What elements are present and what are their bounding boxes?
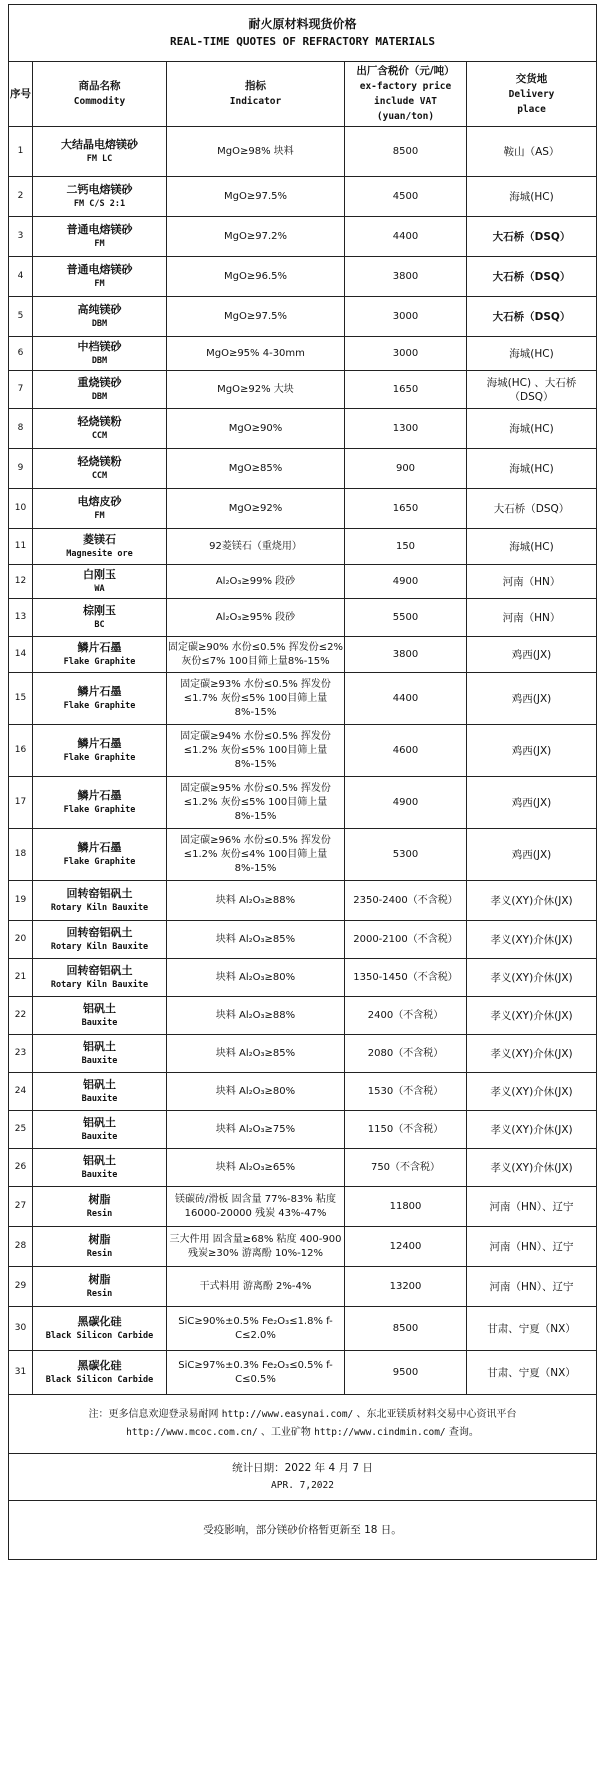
table-row [9, 371, 597, 409]
delivery-place-cell: 大石桥（DSQ） [467, 257, 597, 297]
delivery-place-cell: 鸡西(JX) [467, 673, 597, 725]
delivery-place-cell: 孝义(XY)介休(JX) [467, 959, 597, 997]
commodity-cell [33, 673, 167, 725]
indicator-cell: SiC≥97%±0.3% Fe₂O₃≤0.5% f-C≤0.5% [167, 1351, 345, 1395]
row-index: 9 [9, 449, 33, 489]
commodity-name-cn: 回转窑铝矾土 [66, 926, 133, 939]
row-index: 29 [9, 1267, 33, 1307]
header-indicator [167, 62, 345, 127]
row-index: 13 [9, 599, 33, 637]
delivery-place-cell: 海城(HC) [467, 177, 597, 217]
table-row [9, 1307, 597, 1351]
row-index: 4 [9, 257, 33, 297]
row-index: 22 [9, 997, 33, 1035]
table-row [9, 127, 597, 177]
commodity-cell [33, 725, 167, 777]
indicator-cell: 92菱镁石（重烧用） [167, 529, 345, 565]
delivery-place-cell: 孝义(XY)介休(JX) [467, 1073, 597, 1111]
commodity-name-cn: 中档镁砂 [77, 340, 122, 353]
price-cell: 2400（不含税） [345, 997, 467, 1035]
commodity-name-en: Bauxite [81, 1170, 118, 1180]
delivery-place-cell: 河南（HN） [467, 565, 597, 599]
commodity-name-cn: 树脂 [88, 1273, 111, 1286]
row-index: 2 [9, 177, 33, 217]
commodity-name-cn: 白刚玉 [83, 568, 116, 581]
row-index: 11 [9, 529, 33, 565]
delivery-place-cell: 孝义(XY)介休(JX) [467, 1111, 597, 1149]
price-cell: 1530（不含税） [345, 1073, 467, 1111]
indicator-cell: 干式料用 游离酚 2%-4% [167, 1267, 345, 1307]
commodity-cell [33, 1351, 167, 1395]
commodity-cell [33, 921, 167, 959]
table-row [9, 489, 597, 529]
header-price [345, 62, 467, 127]
commodity-cell [33, 997, 167, 1035]
table-row [9, 673, 597, 725]
commodity-cell [33, 1267, 167, 1307]
row-index: 12 [9, 565, 33, 599]
table-row [9, 565, 597, 599]
table-row [9, 257, 597, 297]
note-line-1 [11, 1406, 594, 1424]
indicator-cell: 固定碳≥95% 水份≤0.5% 挥发份≤1.2% 灰份≤5% 100目筛上量8%-15% [167, 777, 345, 829]
commodity-name-cn: 黑碳化硅 [77, 1359, 122, 1372]
table-row [9, 449, 597, 489]
table-row [9, 217, 597, 257]
indicator-cell: MgO≥97.5% [167, 177, 345, 217]
commodity-name-en: Black Silicon Carbide [45, 1331, 154, 1341]
price-cell: 4500 [345, 177, 467, 217]
header-delivery-cn: 交货地 [515, 72, 548, 85]
price-cell: 4400 [345, 673, 467, 725]
delivery-place-cell: 大石桥（DSQ） [467, 489, 597, 529]
price-cell: 1350-1450（不含税） [345, 959, 467, 997]
delivery-place-cell: 海城(HC) 、大石桥（DSQ） [467, 371, 597, 409]
indicator-cell: MgO≥85% [167, 449, 345, 489]
row-index: 3 [9, 217, 33, 257]
table-row [9, 409, 597, 449]
indicator-cell: 固定碳≥94% 水份≤0.5% 挥发份≤1.2% 灰份≤5% 100目筛上量8%-15% [167, 725, 345, 777]
indicator-cell: MgO≥92% 大块 [167, 371, 345, 409]
stat-date-cn: 统计日期：2022 年 4 月 7 日 [232, 1462, 373, 1474]
commodity-name-en: FM C/S 2:1 [73, 199, 126, 209]
price-cell: 2350-2400（不含税） [345, 881, 467, 921]
commodity-name-en: FM [94, 239, 105, 249]
table-row [9, 997, 597, 1035]
table-row [9, 1227, 597, 1267]
price-cell: 2000-2100（不含税） [345, 921, 467, 959]
commodity-name-en: Rotary Kiln Bauxite [50, 903, 149, 913]
indicator-cell: 三大件用 固含量≥68% 粘度 400-900 残炭≥30% 游离酚 10%-12% [167, 1227, 345, 1267]
delivery-place-cell: 孝义(XY)介休(JX) [467, 881, 597, 921]
commodity-name-cn: 鳞片石墨 [77, 789, 122, 802]
commodity-cell [33, 599, 167, 637]
commodity-name-en: Flake Graphite [63, 657, 136, 667]
commodity-name-cn: 回转窑铝矾土 [66, 887, 133, 900]
table-row [9, 599, 597, 637]
price-table [8, 4, 597, 1560]
row-index: 27 [9, 1187, 33, 1227]
price-cell: 1650 [345, 371, 467, 409]
indicator-cell: 块料 Al₂O₃≥85% [167, 921, 345, 959]
commodity-cell [33, 297, 167, 337]
commodity-cell [33, 637, 167, 673]
commodity-name-cn: 铝矾土 [83, 1002, 116, 1015]
indicator-cell: Al₂O₃≥95% 段砂 [167, 599, 345, 637]
delivery-place-cell: 海城(HC) [467, 409, 597, 449]
delivery-place-cell: 鸡西(JX) [467, 777, 597, 829]
price-cell: 900 [345, 449, 467, 489]
commodity-name-cn: 重烧镁砂 [77, 376, 122, 389]
commodity-name-cn: 鳞片石墨 [77, 685, 122, 698]
commodity-name-cn: 普通电熔镁砂 [66, 263, 133, 276]
stat-date-en: APR. 7,2022 [271, 1480, 334, 1491]
commodity-name-en: DBM [91, 356, 108, 366]
commodity-name-en: Flake Graphite [63, 857, 136, 867]
commodity-cell [33, 1035, 167, 1073]
delivery-place-cell: 鸡西(JX) [467, 725, 597, 777]
row-index: 17 [9, 777, 33, 829]
commodity-name-en: Flake Graphite [63, 701, 136, 711]
commodity-cell [33, 449, 167, 489]
delivery-place-cell: 鸡西(JX) [467, 829, 597, 881]
commodity-name-cn: 铝矾土 [83, 1040, 116, 1053]
commodity-cell [33, 529, 167, 565]
indicator-cell: 固定碳≥96% 水份≤0.5% 挥发份≤1.2% 灰份≤4% 100目筛上量8%-15% [167, 829, 345, 881]
indicator-cell: 块料 Al₂O₃≥80% [167, 959, 345, 997]
note-mid-2: 、工业矿物 [260, 1427, 311, 1438]
header-delivery-en1: Delivery [508, 88, 555, 100]
table-row [9, 881, 597, 921]
delivery-place-cell: 甘肃、宁夏（NX） [467, 1351, 597, 1395]
indicator-cell: 固定碳≥90% 水份≤0.5% 挥发份≤2% 灰份≤7% 100目筛上量8%-15% [167, 637, 345, 673]
commodity-name-en: DBM [91, 392, 108, 402]
indicator-cell: MgO≥96.5% [167, 257, 345, 297]
indicator-cell: 块料 Al₂O₃≥85% [167, 1035, 345, 1073]
table-row [9, 177, 597, 217]
commodity-cell [33, 1187, 167, 1227]
commodity-cell [33, 565, 167, 599]
indicator-cell: Al₂O₃≥99% 段砂 [167, 565, 345, 599]
price-cell: 3000 [345, 337, 467, 371]
row-index: 8 [9, 409, 33, 449]
commodity-name-cn: 黑碳化硅 [77, 1315, 122, 1328]
row-index: 5 [9, 297, 33, 337]
indicator-cell: MgO≥98% 块料 [167, 127, 345, 177]
commodity-name-en: Resin [86, 1289, 113, 1299]
price-cell: 8500 [345, 127, 467, 177]
indicator-cell: MgO≥92% [167, 489, 345, 529]
price-cell: 3800 [345, 637, 467, 673]
price-cell: 2080（不含税） [345, 1035, 467, 1073]
indicator-cell: 镁碳砖/滑板 固含量 77%-83% 粘度 16000-20000 残炭 43%-47% [167, 1187, 345, 1227]
commodity-name-en: DBM [91, 319, 108, 329]
delivery-place-cell: 鸡西(JX) [467, 637, 597, 673]
commodity-name-en: Bauxite [81, 1132, 118, 1142]
commodity-name-en: Bauxite [81, 1056, 118, 1066]
commodity-name-cn: 轻烧镁粉 [77, 455, 122, 468]
commodity-cell [33, 1227, 167, 1267]
delivery-place-cell: 海城(HC) [467, 337, 597, 371]
header-row [9, 62, 597, 127]
delivery-place-cell: 河南（HN） [467, 599, 597, 637]
table-row [9, 725, 597, 777]
price-cell: 9500 [345, 1351, 467, 1395]
commodity-name-en: Magnesite ore [66, 549, 133, 559]
commodity-name-en: Rotary Kiln Bauxite [50, 980, 149, 990]
row-index: 16 [9, 725, 33, 777]
delivery-place-cell: 河南（HN）、辽宁 [467, 1267, 597, 1307]
header-index: 序号 [9, 62, 33, 127]
indicator-cell: 块料 Al₂O₃≥75% [167, 1111, 345, 1149]
table-row [9, 1073, 597, 1111]
indicator-cell: SiC≥90%±0.5% Fe₂O₃≤1.8% f-C≤2.0% [167, 1307, 345, 1351]
note-link-easynai[interactable]: http://www.easynai.com/ [221, 1409, 354, 1420]
note-line-2 [11, 1424, 594, 1442]
commodity-cell [33, 127, 167, 177]
commodity-name-en: FM [94, 511, 105, 521]
row-index: 15 [9, 673, 33, 725]
commodity-name-cn: 鳞片石墨 [77, 641, 122, 654]
row-index: 1 [9, 127, 33, 177]
header-commodity-cn: 商品名称 [78, 80, 121, 92]
price-cell: 5300 [345, 829, 467, 881]
indicator-cell: 块料 Al₂O₃≥65% [167, 1149, 345, 1187]
commodity-name-cn: 二钙电熔镁砂 [66, 183, 133, 196]
price-cell: 8500 [345, 1307, 467, 1351]
commodity-name-en: Flake Graphite [63, 805, 136, 815]
commodity-name-en: CCM [91, 431, 108, 441]
commodity-name-cn: 铝矾土 [83, 1116, 116, 1129]
commodity-name-en: FM [94, 279, 105, 289]
delivery-place-cell: 鞍山（AS） [467, 127, 597, 177]
header-price-en1: ex-factory price [359, 81, 452, 92]
table-row [9, 1035, 597, 1073]
row-index: 23 [9, 1035, 33, 1073]
note-mid: 、东北亚镁质材料交易中心资讯平台 [356, 1409, 517, 1420]
table-row [9, 777, 597, 829]
row-index: 21 [9, 959, 33, 997]
table-title [9, 5, 597, 62]
row-index: 26 [9, 1149, 33, 1187]
commodity-name-cn: 鳞片石墨 [77, 737, 122, 750]
commodity-cell [33, 1073, 167, 1111]
commodity-name-cn: 电熔皮砂 [77, 495, 122, 508]
price-cell: 150 [345, 529, 467, 565]
price-cell: 5500 [345, 599, 467, 637]
table-row [9, 1111, 597, 1149]
commodity-cell [33, 337, 167, 371]
commodity-name-en: Resin [86, 1249, 113, 1259]
commodity-cell [33, 217, 167, 257]
commodity-cell [33, 1307, 167, 1351]
indicator-cell: MgO≥97.5% [167, 297, 345, 337]
commodity-name-en: CCM [91, 471, 108, 481]
commodity-cell [33, 177, 167, 217]
commodity-name-cn: 铝矾土 [83, 1154, 116, 1167]
commodity-name-cn: 树脂 [88, 1233, 111, 1246]
indicator-cell: 块料 Al₂O₃≥88% [167, 881, 345, 921]
note-link-cindmin[interactable]: http://www.cindmin.com/ [314, 1427, 446, 1438]
row-index: 14 [9, 637, 33, 673]
commodity-name-cn: 大结晶电熔镁砂 [61, 138, 138, 151]
header-indicator-cn: 指标 [245, 80, 266, 92]
table-row [9, 1149, 597, 1187]
row-index: 6 [9, 337, 33, 371]
table-row [9, 1351, 597, 1395]
commodity-cell [33, 959, 167, 997]
commodity-name-en: Bauxite [81, 1094, 118, 1104]
commodity-name-cn: 高纯镁砂 [77, 303, 122, 316]
header-delivery-en2: place [517, 103, 546, 115]
header-price-cn: 出厂含税价（元/吨） [356, 65, 455, 77]
delivery-place-cell: 海城(HC) [467, 449, 597, 489]
price-cell: 4900 [345, 777, 467, 829]
price-cell: 1650 [345, 489, 467, 529]
commodity-name-cn: 普通电熔镁砂 [66, 223, 133, 236]
row-index: 28 [9, 1227, 33, 1267]
delivery-place-cell: 河南（HN）、辽宁 [467, 1227, 597, 1267]
price-sheet [8, 4, 596, 1560]
header-price-en2: include VAT (yuan/ton) [374, 96, 437, 122]
delivery-place-cell: 孝义(XY)介休(JX) [467, 1149, 597, 1187]
commodity-cell [33, 1111, 167, 1149]
delivery-place-cell: 甘肃、宁夏（NX） [467, 1307, 597, 1351]
table-row [9, 637, 597, 673]
row-index: 25 [9, 1111, 33, 1149]
commodity-cell [33, 777, 167, 829]
commodity-cell [33, 409, 167, 449]
header-delivery [467, 62, 597, 127]
table-row [9, 921, 597, 959]
footer-note: 受疫影响，部分镁砂价格暂更新至 18 日。 [9, 1501, 597, 1560]
table-row [9, 959, 597, 997]
table-row [9, 1267, 597, 1307]
delivery-place-cell: 孝义(XY)介休(JX) [467, 997, 597, 1035]
commodity-name-en: WA [94, 584, 105, 594]
title-cn: 耐火原材料现货价格 [248, 17, 357, 31]
stat-date [9, 1454, 597, 1501]
price-cell: 4400 [345, 217, 467, 257]
table-row [9, 337, 597, 371]
price-cell: 750（不含税） [345, 1149, 467, 1187]
price-cell: 1300 [345, 409, 467, 449]
commodity-name-en: Resin [86, 1209, 113, 1219]
commodity-cell [33, 489, 167, 529]
delivery-place-cell: 河南（HN）、辽宁 [467, 1187, 597, 1227]
price-cell: 4600 [345, 725, 467, 777]
indicator-cell: MgO≥90% [167, 409, 345, 449]
title-en: REAL-TIME QUOTES OF REFRACTORY MATERIALS [170, 35, 435, 48]
commodity-name-cn: 回转窑铝矾土 [66, 964, 133, 977]
commodity-cell [33, 881, 167, 921]
commodity-name-en: Flake Graphite [63, 753, 136, 763]
commodity-name-cn: 鳞片石墨 [77, 841, 122, 854]
indicator-cell: MgO≥97.2% [167, 217, 345, 257]
price-cell: 1150（不含税） [345, 1111, 467, 1149]
commodity-cell [33, 371, 167, 409]
price-cell: 4900 [345, 565, 467, 599]
row-index: 30 [9, 1307, 33, 1351]
row-index: 7 [9, 371, 33, 409]
commodity-name-en: Bauxite [81, 1018, 118, 1028]
note-suffix: 查询。 [448, 1427, 479, 1438]
price-cell: 12400 [345, 1227, 467, 1267]
indicator-cell: 块料 Al₂O₃≥88% [167, 997, 345, 1035]
delivery-place-cell: 孝义(XY)介休(JX) [467, 921, 597, 959]
commodity-name-cn: 菱镁石 [83, 533, 116, 546]
header-commodity [33, 62, 167, 127]
table-row [9, 297, 597, 337]
delivery-place-cell: 大石桥（DSQ） [467, 297, 597, 337]
note [9, 1395, 597, 1454]
note-prefix: 注：更多信息欢迎登录易耐网 [88, 1409, 219, 1420]
header-indicator-en: Indicator [229, 96, 282, 107]
commodity-name-en: BC [94, 620, 105, 630]
delivery-place-cell: 海城(HC) [467, 529, 597, 565]
delivery-place-cell: 孝义(XY)介休(JX) [467, 1035, 597, 1073]
row-index: 19 [9, 881, 33, 921]
commodity-name-cn: 铝矾土 [83, 1078, 116, 1091]
commodity-name-cn: 棕刚玉 [83, 604, 116, 617]
table-row [9, 1187, 597, 1227]
commodity-cell [33, 257, 167, 297]
indicator-cell: 固定碳≥93% 水份≤0.5% 挥发份≤1.7% 灰份≤5% 100目筛上量8%-15% [167, 673, 345, 725]
delivery-place-cell: 大石桥（DSQ） [467, 217, 597, 257]
note-link-mcoc[interactable]: http://www.mcoc.com.cn/ [126, 1427, 258, 1438]
commodity-name-en: FM LC [86, 154, 113, 164]
header-commodity-en: Commodity [73, 96, 126, 107]
row-index: 31 [9, 1351, 33, 1395]
indicator-cell: MgO≥95% 4-30mm [167, 337, 345, 371]
commodity-cell [33, 829, 167, 881]
commodity-cell [33, 1149, 167, 1187]
price-cell: 11800 [345, 1187, 467, 1227]
commodity-name-en: Black Silicon Carbide [45, 1375, 154, 1385]
price-cell: 3800 [345, 257, 467, 297]
row-index: 10 [9, 489, 33, 529]
row-index: 18 [9, 829, 33, 881]
row-index: 20 [9, 921, 33, 959]
commodity-name-cn: 轻烧镁粉 [77, 415, 122, 428]
price-cell: 13200 [345, 1267, 467, 1307]
commodity-name-en: Rotary Kiln Bauxite [50, 942, 149, 952]
price-cell: 3000 [345, 297, 467, 337]
row-index: 24 [9, 1073, 33, 1111]
table-row [9, 829, 597, 881]
commodity-name-cn: 树脂 [88, 1193, 111, 1206]
indicator-cell: 块料 Al₂O₃≥80% [167, 1073, 345, 1111]
table-row [9, 529, 597, 565]
